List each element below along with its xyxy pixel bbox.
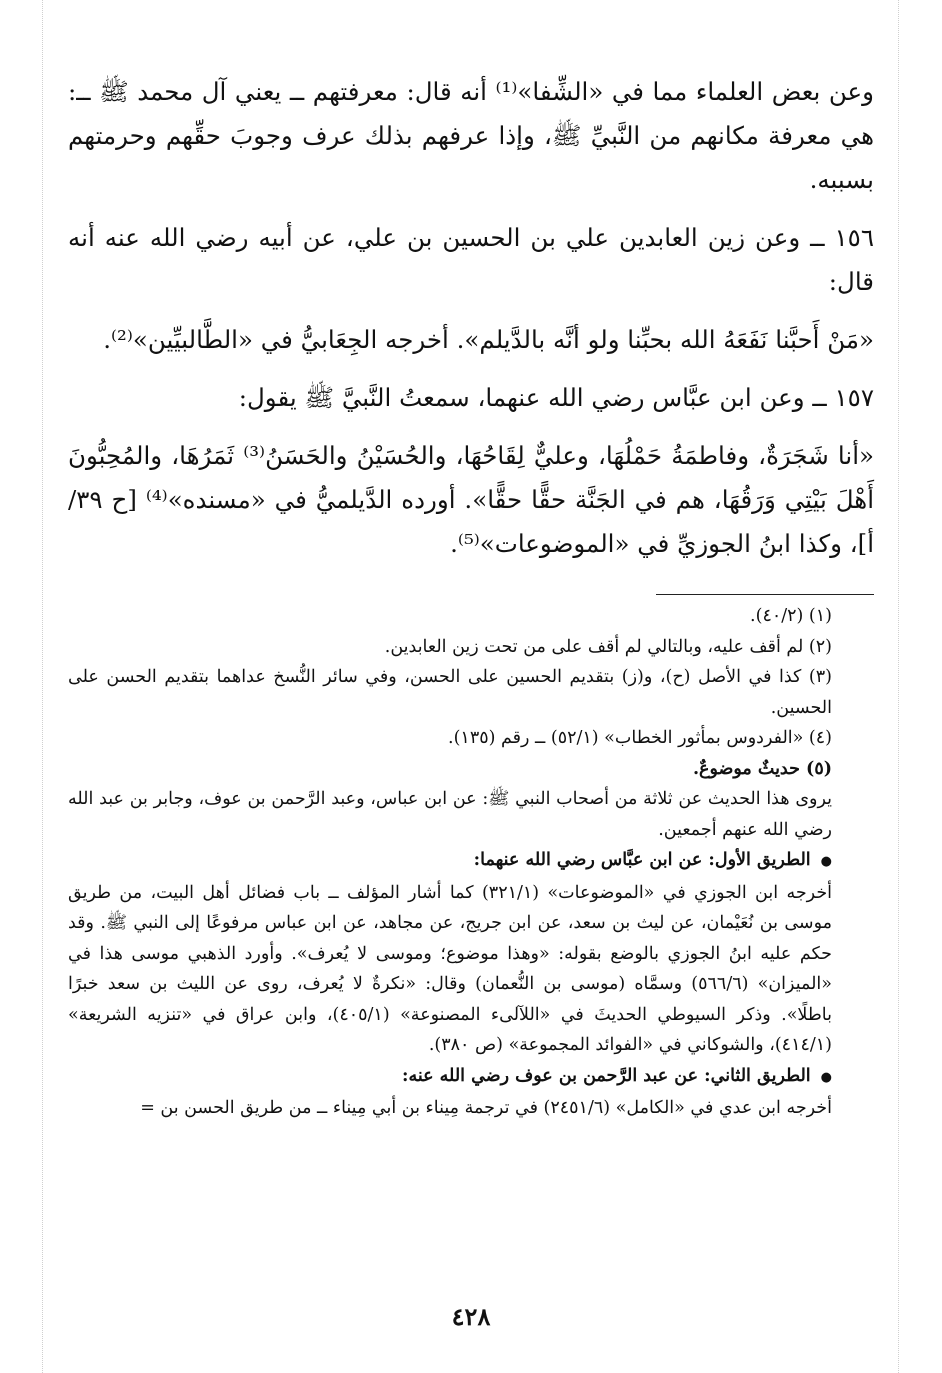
- hadith-156-intro: ١٥٦ ــ وعن زين العابدين علي بن الحسين بن علي، عن أبيه رضي الله عنه أنه قال:: [68, 223, 874, 296]
- route-2-heading: [68, 1061, 874, 1094]
- footnote-5: (٥) حديثٌ موضوعٌ.: [692, 758, 832, 779]
- route-2-text: أخرجه ابن عدي في «الكامل» (٢٤٥١/٦) في ترجمة مِيناء بن أبي مِيناء ــ من طريق الحسن بن =: [140, 1098, 832, 1118]
- route-1-text: أخرجه ابن الجوزي في «الموضوعات» (٣٢١/١) كما أشار المؤلف ــ باب فضائل أهل البيت، من طريق موسى بن نُعَيْمان، عن ليث بن سعد، عن ابن جريج، عن مجاهد، عن ابن عباس مرفوعًا إلى النبي ﷺ. وقد حكم عليه ابنُ الجوزي بالوضع بقوله: «وهذا موضوع؛ وموسى لا يُعرف». وأورد الذهبي موسى هذا في «الميزان» (٥٦٦/٦) وسمَّاه (موسى بن النُّعمان) وقال: «نكرةٌ لا يُعرف، روى عن الليث بن سعد خبرًا باطلًا». وذكر السيوطي الحديثَ في «اللآلىء المصنوعة» (٤٠٥/١)، وابن عراق في «تنزيه الشريعة» (٤١٤/١)، والشوكاني في «الفوائد المجموعة» (ص ٣٨٠).: [68, 882, 832, 1055]
- route-2-label: الطريق الثاني: عن عبد الرَّحمن بن عوف رضي الله عنه:: [402, 1065, 811, 1086]
- hadith-157-intro: ١٥٧ ــ وعن ابن عبَّاس رضي الله عنهما، سمعتُ النَّبيَّ ﷺ يقول:: [238, 383, 874, 412]
- footnote-2: (٢) لم أقف عليه، وبالتالي لم أقف على من تحت زين العابدين.: [384, 636, 832, 657]
- left-margin-dots: [42, 0, 43, 1373]
- right-margin-dots: [898, 0, 899, 1373]
- footnote-4: (٤) «الفردوس بمأثور الخطاب» (٥٢/١) ــ رقم (١٣٥).: [448, 728, 832, 748]
- route-1-label: الطريق الأول: عن ابن عبَّاس رضي الله عنهما:: [473, 850, 811, 870]
- bullet-icon: [811, 850, 874, 870]
- page-body: [68, 70, 874, 1124]
- hadith-157-text: «أنا شَجَرَةٌ، وفاطمَةُ حَمْلُهَا، وعليٌّ لِقَاحُهَا، والحُسَيْنُ والحَسَنُ⁽³⁾ ثَمَرُهَا، والمُحِبُّونَ أَهْلَ بَيْتِي وَرَقُهَا، هم في الجَنَّة حقًّا حقًّا». أورده الدَّيلميُّ في «مسنده»⁽⁴⁾ [ح ٣٩/ أ]، وكذا ابنُ الجوزيِّ في «الموضوعات»⁽⁵⁾.: [68, 441, 874, 558]
- footnote-1: (١) (٤٠/٢).: [750, 606, 832, 626]
- page-number: ٤٢٨: [451, 1302, 491, 1331]
- paragraph-knowledge: وعن بعض العلماء مما في «الشِّفا»⁽¹⁾ أنه قال: معرفتهم ــ يعني آل محمد ﷺ ــ: هي معرفة مكانهم من النَّبيِّ ﷺ، وإذا عرفهم بذلك عرف وجوبَ حقِّهم وحرمتهم بسببه.: [68, 77, 874, 194]
- bullet-icon: [811, 1066, 874, 1086]
- commentary-intro: يروى هذا الحديث عن ثلاثة من أصحاب النبي ﷺ: عن ابن عباس، وعبد الرَّحمن بن عوف، وجابر بن عبد الله رضي الله عنهم أجمعين.: [68, 789, 832, 840]
- footnote-3: (٣) كذا في الأصل (ح)، و(ز) بتقديم الحسين على الحسن، وفي سائر النُّسخ عداهما بتقديم الحسن على الحسين.: [68, 667, 832, 718]
- route-1-heading: [68, 845, 874, 878]
- hadith-156-text: «مَنْ أَحبَّنا نَفَعَهُ الله بحبِّنا ولو أنَّه بالدَّيلم». أخرجه الجِعَابيُّ في «الطَّالبيِّين»⁽²⁾.: [103, 325, 874, 354]
- footnote-separator: [656, 594, 874, 595]
- main-text: [68, 70, 874, 566]
- footnotes: [68, 601, 874, 1124]
